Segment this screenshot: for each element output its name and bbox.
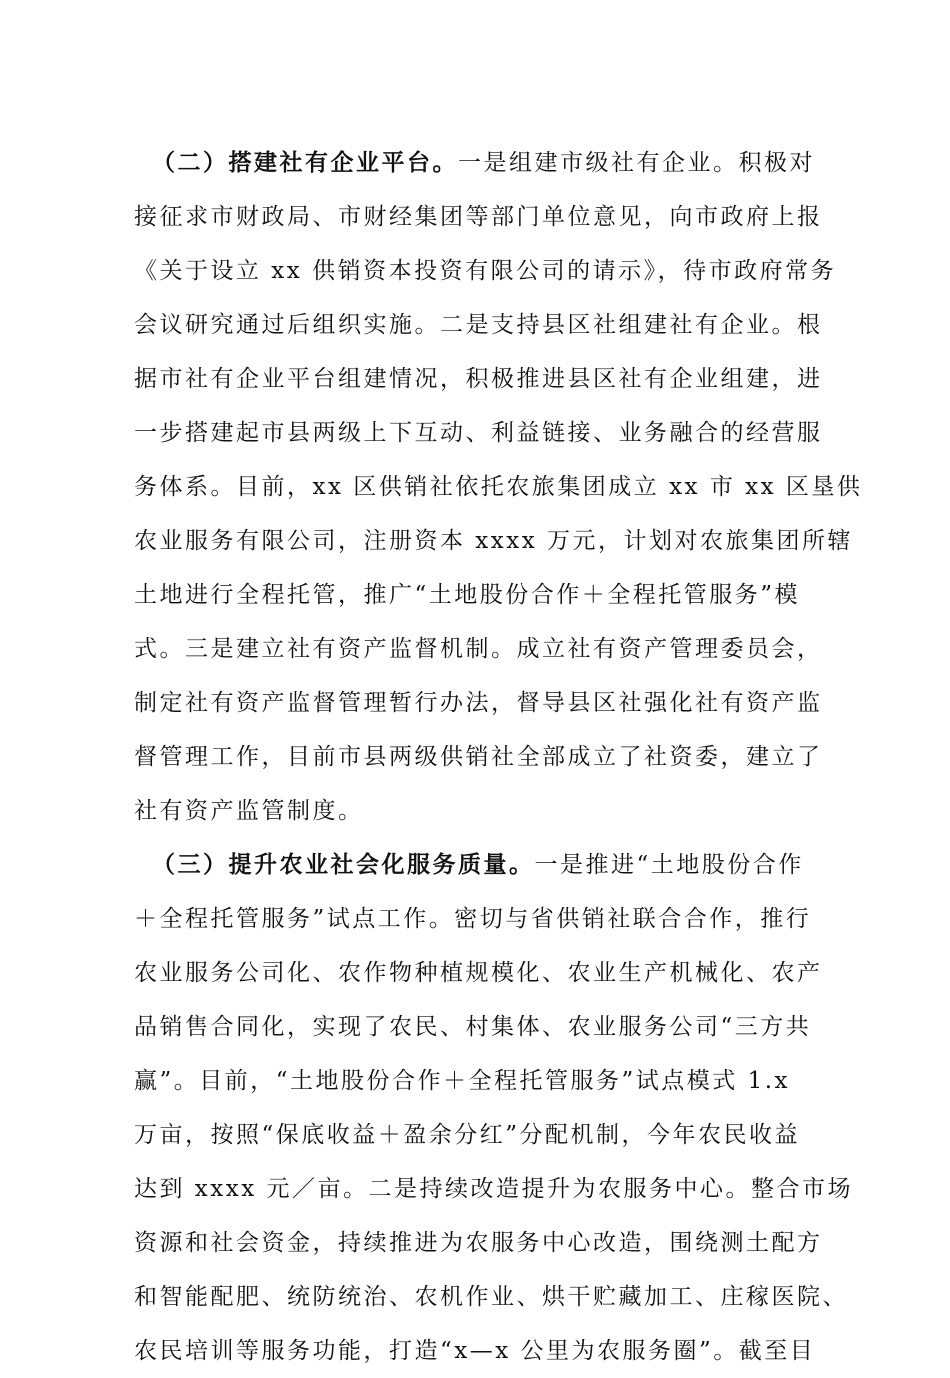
section-heading: （三）提升农业社会化服务质量。 [152, 851, 535, 878]
paragraph-line: 赢”。目前，“土地股份合作＋全程托管服务”试点模式 1.x [134, 1068, 791, 1094]
paragraph-line: 督管理工作，目前市县两级供销社全部成立了社资委，建立了 [134, 744, 823, 770]
paragraph-line: 务体系。目前，xx 区供销社依托农旅集团成立 xx 市 xx 区垦供 [134, 474, 863, 500]
paragraph-line: ＋全程托管服务”试点工作。密切与省供销社联合合作，推行 [134, 906, 812, 932]
paragraph-line: 万亩，按照“保底收益＋盈余分红”分配机制，今年农民收益 [134, 1122, 801, 1148]
paragraph-line: 达到 xxxx 元／亩。二是持续改造提升为农服务中心。整合市场 [134, 1176, 854, 1202]
line-text: 一是组建市级社有企业。积极对 [458, 150, 815, 176]
paragraph-3 [134, 838, 854, 1378]
paragraph-line: 《关于设立 xx 供销资本投资有限公司的请示》，待市政府常务 [134, 258, 837, 284]
paragraph-line: 据市社有企业平台组建情况，积极推进县区社有企业组建，进 [134, 366, 823, 392]
paragraph-line: 农民培训等服务功能，打造“x—x 公里为农服务圈”。截至目 [134, 1338, 816, 1364]
paragraph-line: 一步搭建起市县两级上下互动、利益链接、业务融合的经营服 [134, 420, 823, 446]
section-heading: （二）搭建社有企业平台。 [152, 149, 458, 176]
paragraph-line: 品销售合同化，实现了农民、村集体、农业服务公司“三方共 [134, 1014, 812, 1040]
paragraph-line [152, 136, 820, 190]
paragraph-line: 社有资产监管制度。 [134, 798, 364, 824]
document-body [134, 136, 863, 1378]
paragraph-line: 土地进行全程托管，推广“土地股份合作＋全程托管服务”模 [134, 582, 801, 608]
paragraph-line: 制定社有资产监督管理暂行办法，督导县区社强化社有资产监 [134, 690, 823, 716]
paragraph-line: 资源和社会资金，持续推进为农服务中心改造，围绕测土配方 [134, 1230, 823, 1256]
paragraph-line: 农业服务公司化、农作物种植规模化、农业生产机械化、农产 [134, 960, 823, 986]
paragraph-line: 会议研究通过后组织实施。二是支持县区社组建社有企业。根 [134, 312, 823, 338]
paragraph-2 [134, 136, 863, 838]
paragraph-line: 和智能配肥、统防统治、农机作业、烘干贮藏加工、庄稼医院、 [134, 1284, 848, 1310]
paragraph-line [152, 838, 820, 892]
line-text: 一是推进“土地股份合作 [534, 852, 804, 878]
paragraph-line: 式。三是建立社有资产监督机制。成立社有资产管理委员会， [134, 636, 823, 662]
paragraph-line: 农业服务有限公司，注册资本 xxxx 万元，计划对农旅集团所辖 [134, 528, 854, 554]
paragraph-line: 接征求市财政局、市财经集团等部门单位意见，向市政府上报 [134, 204, 823, 230]
